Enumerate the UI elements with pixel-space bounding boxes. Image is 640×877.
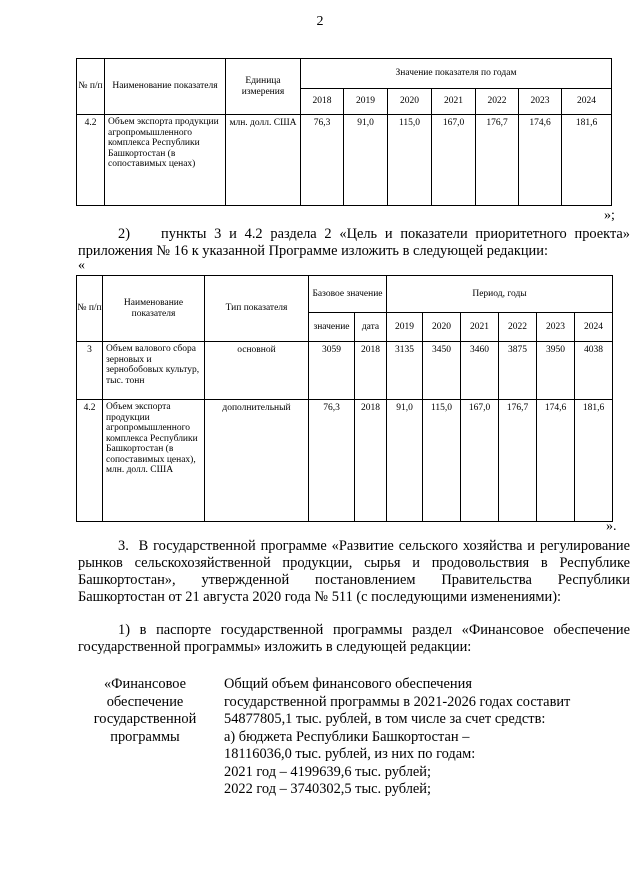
paragraph-subitem-1: 1) в паспорте государственной программы раздел «Финансовое обеспечение государственной программы» изложить в следующей редакции: — [78, 622, 630, 655]
table-row — [77, 400, 613, 522]
year-header: 2018 — [301, 89, 344, 115]
col-header-name: Наименование показателя — [103, 276, 205, 342]
col-header-type: Тип показателя — [205, 276, 309, 342]
table2-open-quote: « — [78, 258, 85, 273]
row-base-date: 2018 — [355, 400, 387, 522]
row-type: основной — [205, 342, 309, 400]
row-value: 167,0 — [432, 115, 476, 206]
col-header-period: Период, годы — [387, 276, 613, 313]
year-header: 2021 — [432, 89, 476, 115]
row-name: Объем экспорта продукции агропромышленного комплекса Республики Башкортостан (в сопоставимых ценах) — [105, 115, 226, 206]
row-base-date: 2018 — [355, 342, 387, 400]
year-header: 2024 — [575, 313, 613, 342]
row-type: дополнительный — [205, 400, 309, 522]
row-value: 3950 — [537, 342, 575, 400]
finance-line: 2021 год – 4199639,6 тыс. рублей; — [224, 763, 431, 780]
indicator-table-1 — [76, 58, 612, 206]
finance-line: Общий объем финансового обеспечения — [224, 676, 472, 692]
row-number: 3 — [77, 342, 103, 400]
row-number: 4.2 — [77, 115, 105, 206]
table-row — [77, 115, 612, 206]
table1-closing-quote: »; — [604, 208, 615, 223]
row-number: 4.2 — [77, 400, 103, 522]
year-header: 2019 — [344, 89, 388, 115]
col-header-base-date: дата — [355, 313, 387, 342]
finance-line: 18116036,0 тыс. рублей, из них по годам: — [224, 746, 476, 762]
row-value: 176,7 — [499, 400, 537, 522]
finance-line: 54877805,1 тыс. рублей, в том числе за счет средств: — [224, 711, 546, 727]
finance-line: 2022 год – 3740302,5 тыс. рублей; — [224, 781, 431, 797]
finance-line: а) бюджета Республики Башкортостан – — [224, 728, 470, 745]
col-header-name: Наименование показателя — [105, 59, 226, 115]
row-value: 174,6 — [537, 400, 575, 522]
row-value: 174,6 — [519, 115, 562, 206]
year-header: 2020 — [388, 89, 432, 115]
row-value: 91,0 — [387, 400, 423, 522]
row-value: 167,0 — [461, 400, 499, 522]
year-header: 2022 — [476, 89, 519, 115]
col-header-unit: Единица измерения — [226, 59, 301, 115]
row-value: 76,3 — [301, 115, 344, 206]
row-base-value: 76,3 — [309, 400, 355, 522]
row-value: 91,0 — [344, 115, 388, 206]
page-number: 2 — [316, 14, 324, 29]
paragraph-item-3: 3. В государственной программе «Развитие сельского хозяйства и регулирование рынков сельскохозяйственной продукции, сырья и продовольствия в Республике Башкортостан», утвержденной постановлением Правительства Республики Башкортостан от 21 августа 2020 года № 511 (с последующими изменениями): — [78, 538, 630, 605]
row-value: 181,6 — [575, 400, 613, 522]
row-value: 3135 — [387, 342, 423, 400]
row-value: 176,7 — [476, 115, 519, 206]
year-header: 2024 — [562, 89, 612, 115]
year-header: 2019 — [387, 313, 423, 342]
year-header: 2022 — [499, 313, 537, 342]
col-header-number: № п/п — [77, 59, 105, 115]
row-value: 115,0 — [423, 400, 461, 522]
col-header-number: № п/п — [77, 276, 103, 342]
year-header: 2023 — [519, 89, 562, 115]
col-header-base: Базовое значение — [309, 276, 387, 313]
row-value: 4038 — [575, 342, 613, 400]
finance-line: государственной программы в 2021-2026 годах составит — [224, 693, 571, 710]
row-name: Объем экспорта продукции агропромышленного комплекса Республики Башкортостан (в сопоставимых ценах), млн. долл. США — [103, 400, 205, 522]
row-unit: млн. долл. США — [226, 115, 301, 206]
row-name: Объем валового сбора зерновых и зернобобовых культур, тыс. тонн — [103, 342, 205, 400]
finance-details — [224, 676, 630, 799]
year-header: 2020 — [423, 313, 461, 342]
row-value: 181,6 — [562, 115, 612, 206]
year-header: 2023 — [537, 313, 575, 342]
year-header: 2021 — [461, 313, 499, 342]
row-value: 3460 — [461, 342, 499, 400]
row-value: 3450 — [423, 342, 461, 400]
col-header-years-group: Значение показателя по годам — [301, 59, 612, 89]
table-row — [77, 342, 613, 400]
indicator-table-2 — [76, 275, 613, 522]
col-header-base-value: значение — [309, 313, 355, 342]
paragraph-item-2: 2) пункты 3 и 4.2 раздела 2 «Цель и показатели приоритетного проекта» приложения № 16 к указанной Программе изложить в следующей редакции: — [78, 226, 630, 259]
row-base-value: 3059 — [309, 342, 355, 400]
row-value: 115,0 — [388, 115, 432, 206]
row-value: 3875 — [499, 342, 537, 400]
finance-label: «Финансовое обеспечение государственной программы — [93, 676, 197, 745]
table2-closing-quote: ». — [606, 519, 617, 534]
